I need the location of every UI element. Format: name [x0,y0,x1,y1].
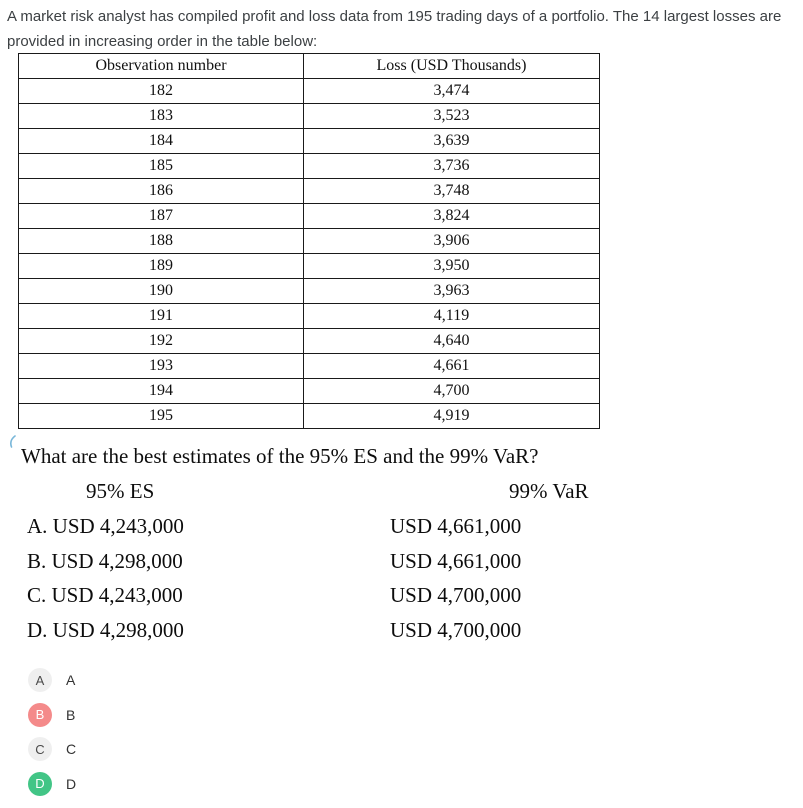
table-row [19,129,600,154]
observation-number-cell: 194 [19,379,304,404]
option-row-a [27,514,767,549]
column-header-95-es: 95% ES [86,479,155,503]
answer-letter-label: B [66,706,76,723]
column-header-loss: Loss (USD Thousands) [304,54,600,79]
observation-number-cell: 188 [19,229,304,254]
answer-row-a [28,668,76,692]
loss-value-cell: 3,906 [304,229,600,254]
observation-number-cell: 189 [19,254,304,279]
losses-table [18,53,600,429]
option-row-b [27,549,767,584]
loss-value-cell: 3,950 [304,254,600,279]
text-caret-mark [8,435,18,449]
observation-number-cell: 184 [19,129,304,154]
option-es-value: B. USD 4,298,000 [27,548,183,573]
table-row [19,279,600,304]
answer-letter-label: A [66,672,76,688]
answer-row-d [28,772,76,796]
answer-row-c [28,737,76,761]
observation-number-cell: 193 [19,354,304,379]
option-es-value: D. USD 4,298,000 [27,617,184,642]
column-header-99-var: 99% VaR [509,479,589,503]
observation-number-cell: 182 [19,79,304,104]
answer-letter-label: C [66,741,77,757]
loss-value-cell: 3,736 [304,154,600,179]
table-row [19,304,600,329]
answer-choice-buttons [28,668,76,806]
option-es-value: A. USD 4,243,000 [27,514,184,538]
table-row [19,154,600,179]
loss-value-cell: 3,474 [304,79,600,104]
option-var-value: USD 4,700,000 [390,617,522,642]
observation-number-cell: 190 [19,279,304,304]
loss-value-cell: 4,700 [304,379,600,404]
option-var-value: USD 4,700,000 [390,583,522,607]
loss-value-cell: 3,523 [304,104,600,129]
observation-number-cell: 192 [19,329,304,354]
question-text: What are the best estimates of the 95% ES and the 99% VaR? [21,444,539,468]
table-row [19,229,600,254]
loss-value-cell: 3,639 [304,129,600,154]
option-var-value: USD 4,661,000 [390,548,522,573]
loss-value-cell: 4,119 [304,304,600,329]
loss-value-cell: 3,824 [304,204,600,229]
option-es-value: C. USD 4,243,000 [27,583,183,607]
observation-number-cell: 187 [19,204,304,229]
column-header-observation: Observation number [19,54,304,79]
observation-number-cell: 185 [19,154,304,179]
observation-number-cell: 186 [19,179,304,204]
answer-row-b [28,703,76,727]
table-row [19,329,600,354]
table-row [19,104,600,129]
loss-value-cell: 3,963 [304,279,600,304]
observation-number-cell: 195 [19,404,304,429]
table-row [19,404,600,429]
table-row [19,254,600,279]
table-row [19,179,600,204]
option-row-d [27,618,767,653]
option-var-value: USD 4,661,000 [390,514,522,538]
loss-value-cell: 4,661 [304,354,600,379]
answer-choice-b-button[interactable]: B [28,703,52,727]
loss-value-cell: 4,919 [304,404,600,429]
answer-choice-a-button[interactable]: A [28,668,52,692]
answer-options-list [27,514,767,652]
answer-choice-d-button[interactable]: D [28,772,52,796]
answer-letter-label: D [66,775,77,792]
table-row [19,204,600,229]
table-row [19,354,600,379]
answer-choice-c-button[interactable]: C [28,737,52,761]
observation-number-cell: 191 [19,304,304,329]
loss-value-cell: 4,640 [304,329,600,354]
observation-number-cell: 183 [19,104,304,129]
loss-value-cell: 3,748 [304,179,600,204]
question-intro-text: A market risk analyst has compiled profit and loss data from 195 trading days of a portfolio. The 14 largest losses are provided in increasing order in the table below: [7,8,782,50]
table-row [19,79,600,104]
losses-table-header-row [19,54,600,79]
table-row [19,379,600,404]
option-row-c [27,583,767,618]
